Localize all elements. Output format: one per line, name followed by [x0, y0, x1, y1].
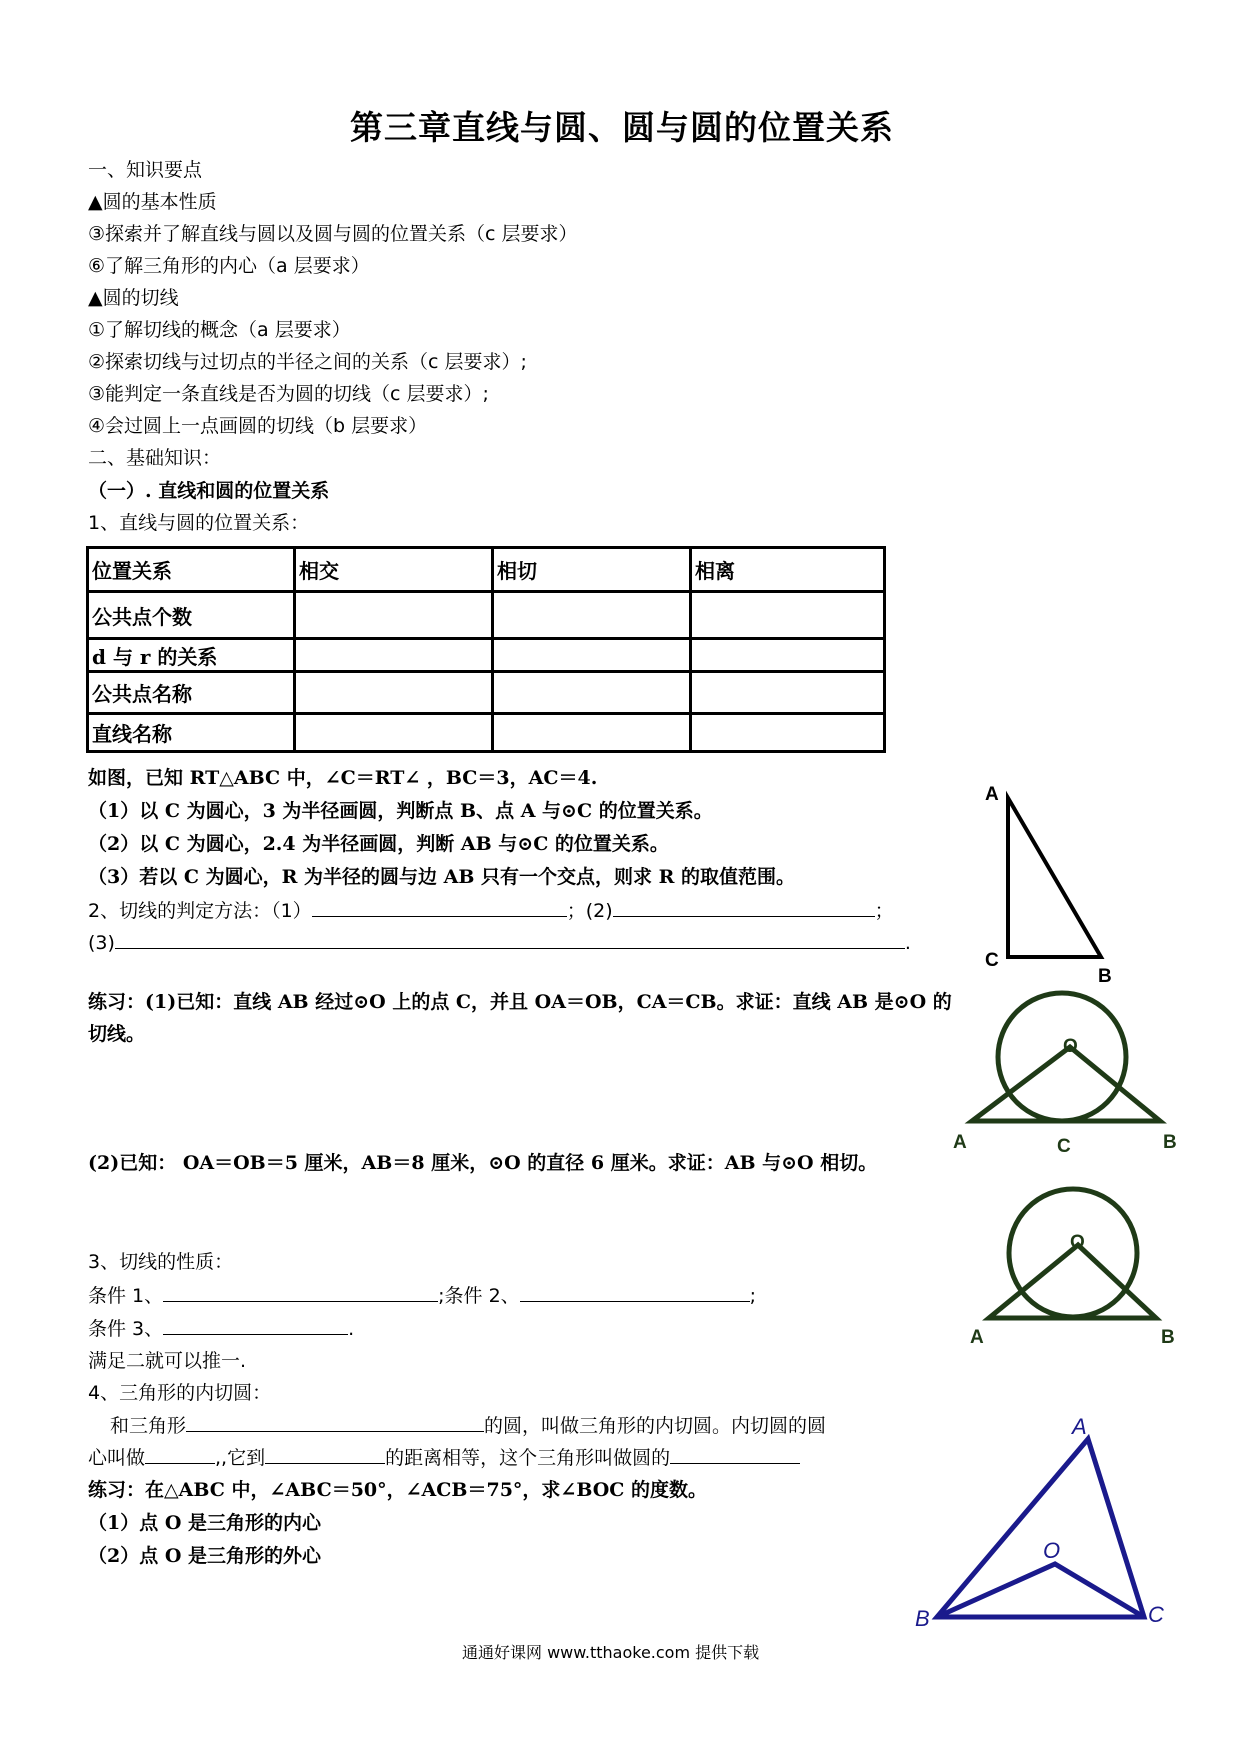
practice-line: 切线。 [88, 1023, 146, 1045]
practice-line: 练习：在△ABC 中，∠ABC＝50°，∠ACB＝75°，求∠BOC 的度数。 [88, 1479, 708, 1501]
vertex-label-c: C [1148, 1602, 1164, 1627]
circle-o [998, 993, 1126, 1121]
practice-question: （2）点 O 是三角形的外心 [88, 1545, 322, 1567]
vertex-label-c: C [985, 950, 999, 971]
knowledge-item: ▲圆的切线 [88, 287, 179, 309]
table-row-label: 公共点名称 [88, 672, 295, 714]
example-question: （1）以 C 为圆心，3 为半径画圆，判断点 B、点 A 与⊙C 的位置关系。 [88, 800, 713, 822]
separator: ; [749, 1285, 757, 1307]
point-label-c: C [1057, 1136, 1071, 1157]
separator: ； [874, 900, 894, 922]
item-label: 2、切线的判定方法：（1） [88, 900, 312, 922]
example-question: （2）以 C 为圆心，2.4 为半径画圆，判断 AB 与⊙C 的位置关系。 [88, 833, 669, 855]
triangle-abc [937, 1439, 1144, 1617]
knowledge-item: ③探索并了解直线与圆以及圆与圆的位置关系（c 层要求） [88, 223, 578, 245]
example-question: （3）若以 C 为圆心，R 为半径的圆与边 AB 只有一个交点，则求 R 的取值范围。 [88, 866, 796, 888]
sub-heading: （一）. 直线和圆的位置关系 [88, 480, 330, 502]
point-label-b: B [1163, 1132, 1177, 1153]
center-label-o: O [1063, 1036, 1078, 1057]
text-part: 心叫做 [88, 1447, 146, 1469]
table-row-label: 公共点个数 [88, 592, 295, 639]
text-part: 的圆，叫做三角形的内切圆。内切圆的圆 [484, 1415, 827, 1437]
knowledge-item: ⑥了解三角形的内心（a 层要求） [88, 255, 370, 277]
vertex-label-a: A [1072, 1414, 1087, 1439]
item-label: 4、三角形的内切圆： [88, 1382, 272, 1404]
page-footer: 通通好课网 www.tthaoke.com 提供下载 [462, 1643, 760, 1662]
vertex-label-b: B [1098, 966, 1112, 987]
practice-question: (2)已知： OA＝OB＝5 厘米，AB＝8 厘米，⊙O 的直径 6 厘米。求证：AB 与⊙O 相切。 [88, 1152, 878, 1174]
triangle-abc [1008, 798, 1101, 957]
practice-question: （1）点 O 是三角形的内心 [88, 1512, 322, 1534]
table-row-label: 直线名称 [88, 714, 295, 752]
practice-line: 练习：(1)已知：直线 AB 经过⊙O 上的点 C，并且 OA＝OB，CA＝CB。求证：直线 AB 是⊙O 的 [88, 991, 952, 1013]
condition-label: ;条件 2、 [438, 1285, 520, 1307]
vertex-label-b: B [915, 1606, 930, 1631]
figure-circle-ab [970, 1189, 1175, 1348]
note: 满足二就可以推一. [88, 1350, 247, 1372]
center-label-o: O [1070, 1232, 1085, 1253]
figure-tangent-circle [953, 993, 1177, 1157]
knowledge-item: ②探索切线与过切点的半径之间的关系（c 层要求）; [88, 351, 527, 373]
point-label-a: A [970, 1327, 984, 1348]
separator: . [904, 932, 911, 954]
table-header-cell: 相切 [493, 548, 691, 592]
text-part: 和三角形 [110, 1415, 187, 1437]
knowledge-item: ③能判定一条直线是否为圆的切线（c 层要求）; [88, 383, 489, 405]
figure-right-triangle [985, 784, 1112, 987]
circle-o [1009, 1189, 1137, 1317]
text-part: ,,它到 [215, 1447, 266, 1469]
condition-label: 条件 3、 [88, 1318, 164, 1340]
section-heading: 一、知识要点 [88, 159, 203, 181]
knowledge-item: ▲圆的基本性质 [88, 191, 217, 213]
item-label: (3) [88, 932, 115, 954]
vertex-label-a: A [985, 784, 999, 805]
point-label-a: A [953, 1132, 967, 1153]
point-label-o: O [1043, 1538, 1061, 1563]
table-header-cell: 相交 [295, 548, 493, 592]
point-label-b: B [1161, 1327, 1175, 1348]
table-header-cell: 相离 [691, 548, 885, 592]
page-title: 第三章直线与圆、圆与圆的位置关系 [350, 108, 894, 147]
item-label: 1、直线与圆的位置关系： [88, 512, 310, 534]
condition-label: 条件 1、 [88, 1285, 164, 1307]
section-heading: 二、基础知识： [88, 447, 222, 469]
example-intro: 如图，已知 RT△ABC 中，∠C＝RT∠ ，BC＝3，AC＝4. [88, 767, 598, 789]
table-row-label: d 与 r 的关系 [88, 639, 295, 672]
segments-bo-oc [937, 1564, 1144, 1617]
separator: ；(2) [566, 900, 613, 922]
text-part: 的距离相等，这个三角形叫做圆的 [385, 1447, 671, 1469]
knowledge-item: ①了解切线的概念（a 层要求） [88, 319, 351, 341]
figure-triangle-bco [915, 1414, 1164, 1631]
table-header-cell: 位置关系 [88, 548, 295, 592]
separator: . [348, 1318, 355, 1340]
knowledge-item: ④会过圆上一点画圆的切线（b 层要求） [88, 415, 428, 437]
item-label: 3、切线的性质： [88, 1251, 234, 1273]
